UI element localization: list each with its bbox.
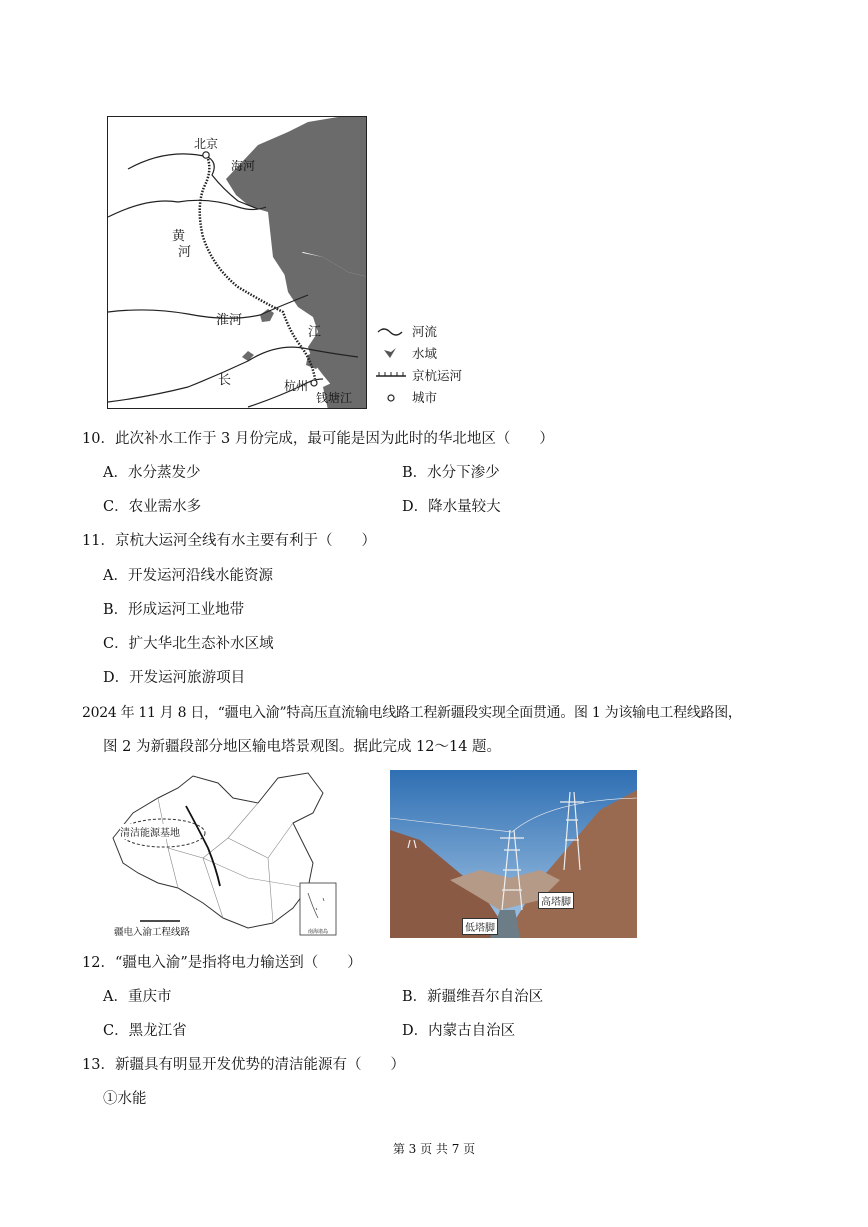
- low-tower-label: 低塔脚: [462, 918, 498, 935]
- q11-stem: 11．京杭大运河全线有水主要有利于（ ）: [82, 533, 376, 549]
- q11-option-a: A．开发运河沿线水能资源: [103, 568, 273, 584]
- beijing-dot: [203, 152, 209, 158]
- legend-water-label: 水域: [412, 346, 438, 361]
- huaihe-river: [108, 295, 308, 318]
- q11-option-c: C．扩大华北生态补水区域: [103, 636, 274, 652]
- canal-line-icon: [376, 372, 406, 376]
- q12-stem: 12．“疆电入渝”是指将电力输送到（ ）: [82, 955, 362, 971]
- water-area-icon: [384, 348, 396, 358]
- tower-photo: [390, 770, 637, 938]
- page-footer: 第 3 页 共 7 页: [392, 1142, 476, 1156]
- q12-option-d: D．内蒙古自治区: [402, 1023, 516, 1039]
- lake-small: [242, 351, 254, 361]
- q10-option-c: C．农业需水多: [103, 499, 202, 515]
- city-dot-icon: [388, 395, 394, 401]
- china-outline: [113, 773, 323, 928]
- q10-option-b: B．水分下渗少: [402, 465, 500, 481]
- legend-icons: [376, 324, 406, 408]
- q10-stem: 10．此次补水工作于 3 月份完成，最可能是因为此时的华北地区（ ）: [82, 431, 554, 447]
- transmission-line-label: 疆电入渝工程线路: [114, 927, 191, 938]
- q13-stem: 13．新疆具有明显开发优势的清洁能源有（ ）: [82, 1057, 405, 1073]
- jiang-label: 江: [308, 325, 322, 340]
- q12-option-b: B．新疆维吾尔自治区: [402, 989, 544, 1005]
- beijing-label: 北京: [194, 137, 219, 151]
- china-map: [108, 768, 344, 938]
- canal-map: [107, 116, 367, 409]
- qiantangjiang-label: 钱塘江: [316, 391, 353, 405]
- haihe-label: 海河: [231, 159, 256, 173]
- clean-energy-base-label: 清洁能源基地: [120, 824, 180, 839]
- q12-option-c: C．黑龙江省: [103, 1023, 187, 1039]
- china-map-drawing: [108, 768, 344, 938]
- q11-option-b: B．形成运河工业地带: [103, 602, 245, 618]
- huaihe-label: 淮河: [216, 313, 243, 328]
- q10-option-a: A．水分蒸发少: [103, 465, 201, 481]
- river-line-icon: [378, 329, 402, 335]
- bohai-sea: [226, 117, 367, 277]
- hangzhou-label: 杭州: [284, 379, 309, 393]
- hangzhou-dot: [311, 380, 317, 386]
- south-sea-label: 南海诸岛: [308, 929, 329, 935]
- huanghe-label-1: 黄: [172, 229, 186, 244]
- q10-option-d: D．降水量较大: [402, 499, 501, 515]
- legend-canal-label: 京杭运河: [412, 368, 463, 383]
- legend-river-label: 河流: [412, 324, 438, 339]
- chang-label: 长: [218, 373, 232, 388]
- intro-line-2: 图 2 为新疆段部分地区输电塔景观图。据此完成 12～14 题。: [103, 739, 502, 755]
- intro-line-1: 2024 年 11 月 8 日，“疆电入渝”特高压直流输电线路工程新疆段实现全面贯通。图 1 为该输电工程线路图，: [82, 705, 742, 721]
- tower-photo-drawing: [390, 770, 637, 938]
- huanghe-label-2: 河: [178, 245, 192, 260]
- q12-option-a: A．重庆市: [103, 989, 172, 1005]
- q11-option-d: D．开发运河旅游项目: [103, 670, 246, 686]
- lake-hongze: [260, 309, 274, 322]
- map-legend: [376, 320, 486, 410]
- q13-item-1: ①水能: [103, 1091, 147, 1107]
- high-tower-label: 高塔脚: [538, 892, 574, 909]
- legend-city-label: 城市: [412, 390, 438, 405]
